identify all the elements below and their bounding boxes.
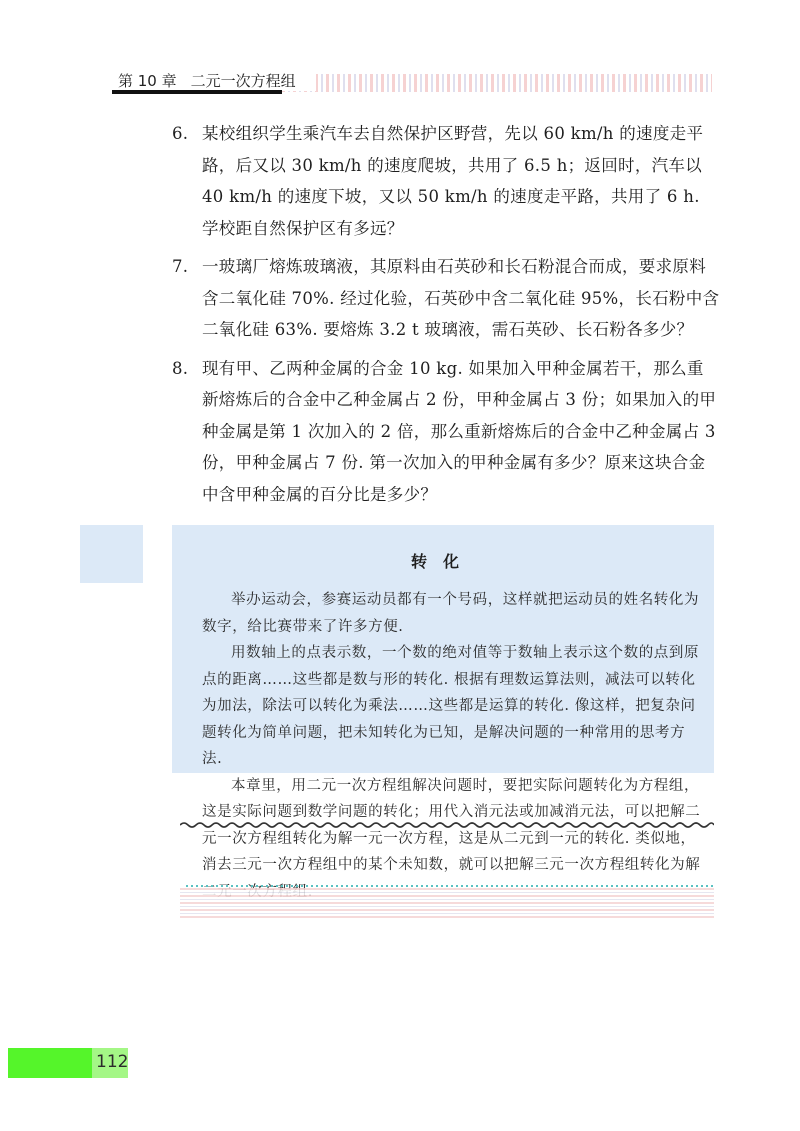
reading-body bbox=[202, 587, 702, 905]
exercise-list bbox=[172, 118, 720, 517]
header-underline bbox=[112, 90, 282, 94]
exercise-number: 6. bbox=[172, 124, 189, 143]
dotted-rule bbox=[186, 885, 714, 887]
reading-paragraph: 本章里，用二元一次方程组解决问题时，要把实际问题转化为方程组，这是实际问题到数学问题的转化；用代入消元法或加减消元法，可以把解二元一次方程组转化为解一元一次方程，这是从二元到一元的转化. 类似地，消去三元一次方程组中的某个未知数，就可以把解三元一次方程组转化为解 bbox=[202, 777, 701, 873]
header-decoration bbox=[282, 74, 712, 92]
exercise-number: 7. bbox=[172, 257, 189, 276]
chapter-header bbox=[112, 66, 712, 94]
page-number: 112 bbox=[96, 1052, 129, 1072]
wavy-line bbox=[180, 821, 714, 829]
chapter-number: 第 10 章 bbox=[118, 72, 177, 90]
exercise-text: 一玻璃厂熔炼玻璃液，其原料由石英砂和长石粉混合而成，要求原料含二氧化硅 70%. 经过化验，石英砂中含二氧化硅 95%，长石粉中含二氧化硅 63%. 要熔炼 3.2 t 玻璃液，需石英砂、长石粉各多少？ bbox=[202, 257, 720, 339]
chapter-title: 二元一次方程组 bbox=[190, 72, 296, 90]
footer-decoration bbox=[180, 888, 714, 918]
reading-paragraph: 举办运动会，参赛运动员都有一个号码，这样就把运动员的姓名转化为数字，给比赛带来了许多方便. bbox=[202, 592, 700, 635]
exercise-number: 8. bbox=[172, 358, 189, 378]
chapter-heading bbox=[118, 70, 316, 91]
exercise-text: 某校组织学生乘汽车去自然保护区野营，先以 60 km/h 的速度走平路，后又以 30 km/h 的速度爬坡，共用了 6.5 h；返回时，汽车以 40 km/h 的速度下坡，又以 50 km/h 的速度走平路，共用了 6 h. 学校距自然保护区有多远？ bbox=[202, 124, 704, 238]
page-number-tab bbox=[8, 1048, 128, 1078]
exercise-text: 现有甲、乙两种金属的合金 10 kg. 如果加入甲种金属若干，那么重新熔炼后的合金中乙种金属占 2 份，甲种金属占 3 份；如果加入的甲种金属是第 1 次加入的 2 倍，那么重新熔炼后的合金中乙种金属占 3 份，甲种金属占 7 份. 第一次加入的甲种金属有多少？原来这块合金中含甲种金属的百分比是多少？ bbox=[202, 358, 717, 504]
reading-title: 转化 bbox=[410, 552, 475, 571]
exercise-item bbox=[172, 353, 720, 511]
reading-box bbox=[172, 525, 714, 883]
margin-color-block bbox=[80, 525, 143, 583]
reading-paragraph: 用数轴上的点表示数，一个数的绝对值等于数轴上表示这个数的点到原点的距离……这些都是数与形的转化. 根据有理数运算法则，减法可以转化为加法，除法可以转化为乘法……这些都是运算的转化. 像这样，把复杂问题转化为简单问题，把未知转化为已知，是解决问题的一种常用的思考方法. bbox=[202, 645, 700, 767]
exercise-item bbox=[172, 118, 720, 244]
exercise-item bbox=[172, 251, 720, 346]
